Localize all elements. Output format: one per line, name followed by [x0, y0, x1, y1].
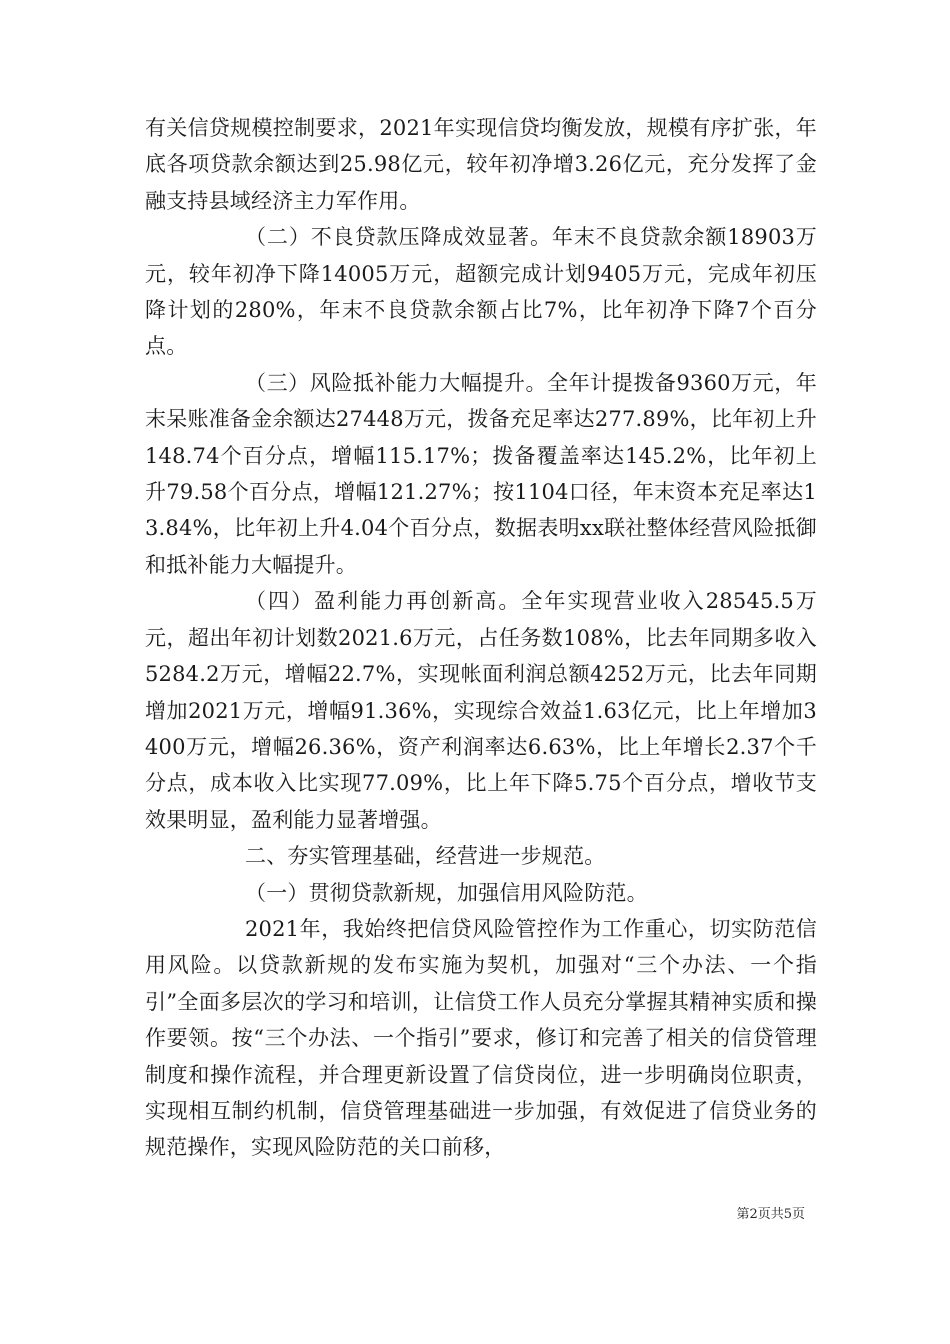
page-number-footer: 第2页共5页 — [736, 1207, 805, 1222]
subsection-heading-credit-risk: （一）贯彻贷款新规，加强信用风险防范。 — [245, 880, 648, 905]
paragraph-nonperforming-loans: （二）不良贷款压降成效显著。年末不良贷款余额18903万元，较年初净下降14005万元，超额完成计划9405万元，完成年初压降计划的280%，年末不良贷款余额占比7%，比年初净下降7个百分点。 — [145, 225, 817, 359]
paragraph-loan-scale: 有关信贷规模控制要求，2021年实现信贷均衡发放，规模有序扩张，年底各项贷款余额达到25.98亿元，较年初净增3.26亿元，充分发挥了金融支持县域经济主力军作用。 — [145, 116, 817, 213]
section-heading-management: 二、夯实管理基础，经营进一步规范。 — [245, 844, 606, 869]
paragraph-credit-risk-control: 2021年，我始终把信贷风险管控作为工作重心，切实防范信用风险。以贷款新规的发布实施为契机，加强对“三个办法、一个指引”全面多层次的学习和培训，让信贷工作人员充分掌握其精神实质和操作要领。按“三个办法、一个指引”要求，修订和完善了相关的信贷管理制度和操作流程，并合理更新设置了信贷岗位，进一步明确岗位职责，实现相互制约机制，信贷管理基础进一步加强，有效促进了信贷业务的规范操作，实现风险防范的关口前移， — [145, 916, 817, 1160]
paragraph-risk-compensation: （三）风险抵补能力大幅提升。全年计提拨备9360万元，年末呆账准备金余额达27448万元，拨备充足率达277.89%，比年初上升148.74个百分点，增幅115.17%；拨备覆盖率达145.2%，比年初上升79.58个百分点，增幅121.27%；按1104口径，年末资本充足率达13.84%，比年初上升4.04个百分点，数据表明xx联社整体经营风险抵御和抵补能力大幅提升。 — [145, 370, 817, 577]
paragraph-profitability: （四）盈利能力再创新高。全年实现营业收入28545.5万元，超出年初计划数2021.6万元，占任务数108%，比去年同期多收入5284.2万元，增幅22.7%，实现帐面利润总额4252万元，比去年同期增加2021万元，增幅91.36%，实现综合效益1.63亿元，比上年增加3400万元，增幅26.36%，资产利润率达6.63%，比上年增长2.37个千分点，成本收入比实现77.09%，比上年下降5.75个百分点，增收节支效果明显，盈利能力显著增强。 — [145, 589, 817, 832]
document-body — [145, 110, 817, 1166]
